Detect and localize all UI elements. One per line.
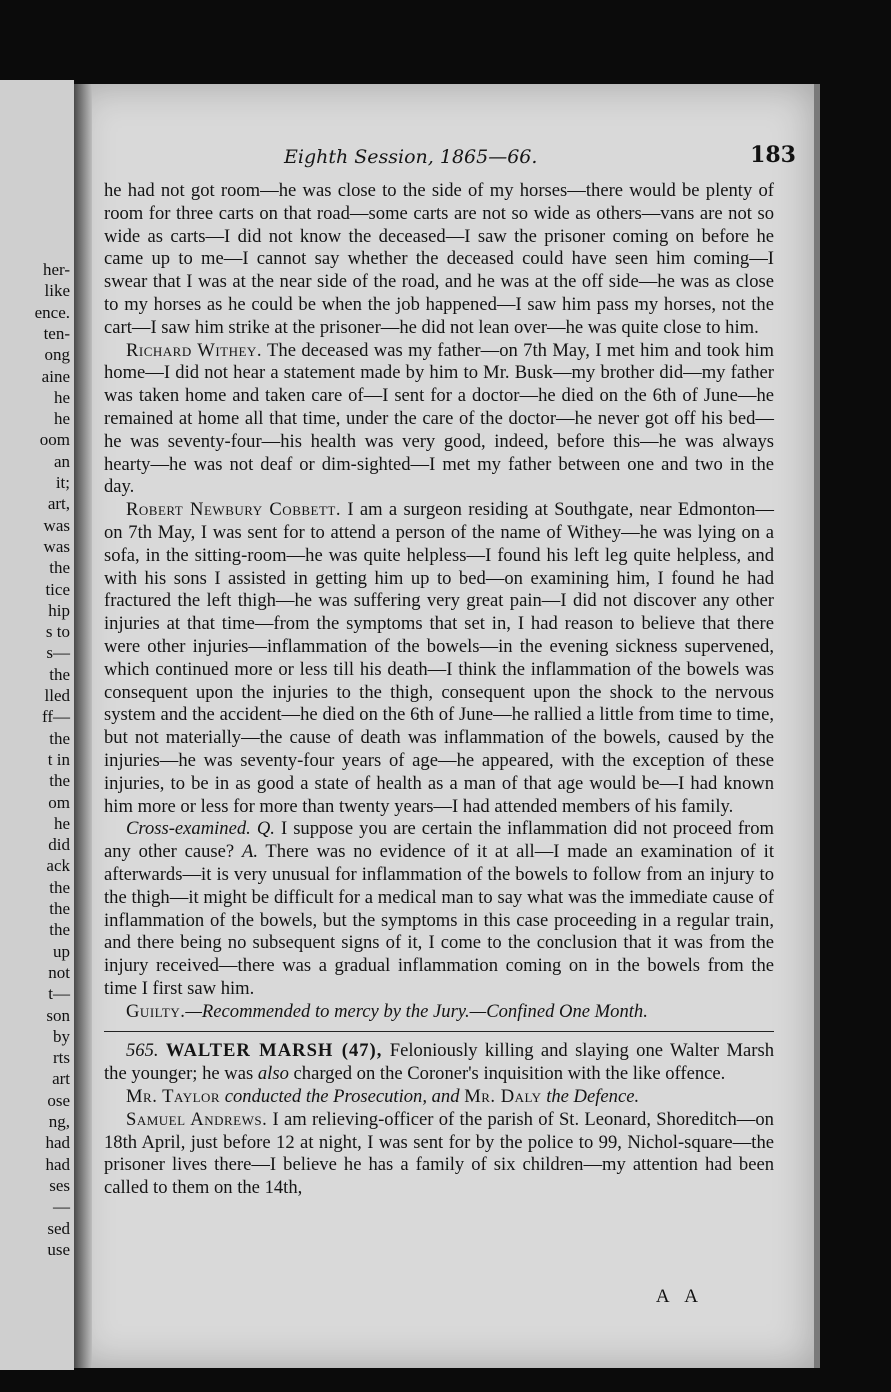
left-page-text-fragment: he bbox=[53, 409, 70, 429]
left-page-text-fragment: her- bbox=[42, 260, 70, 279]
left-page-text-fragment: the bbox=[49, 920, 70, 940]
page-gutter bbox=[74, 84, 92, 1368]
paragraph-richard-withey bbox=[104, 340, 774, 500]
verdict bbox=[104, 1001, 774, 1024]
left-page-text-fragment: art bbox=[52, 1069, 70, 1089]
case-heading bbox=[104, 1040, 774, 1086]
left-page-text-fragment: t in bbox=[47, 749, 70, 769]
left-page-text-fragment: t— bbox=[48, 984, 70, 1004]
left-page-text-fragment: use bbox=[47, 1239, 70, 1259]
left-page-text-fragment: rts bbox=[53, 1048, 70, 1068]
left-page-text-fragment: was bbox=[43, 536, 70, 556]
left-page-text-fragment: he bbox=[53, 387, 70, 407]
left-page-text-fragment: ack bbox=[46, 856, 70, 876]
testimony-text: I am relieving-officer of the parish of St. Leonard, Shoreditch—on 18th April, just before 12 at night, I was sent for by the police to 99, Nichol-square—the prisoner lives there—I believe he has a family of six children—my attention had been called to them on the 14th, bbox=[104, 1108, 774, 1199]
counsel-line bbox=[104, 1086, 774, 1109]
paragraph-testimony-1: he had not got room—he was close to the side of my horses—there would be plenty of room for three carts on that road—some carts are not so wide as others—vans are not so wide as carts—I did not know the deceased—I saw the prisoner coming on before he came up to me—I cannot say whether the deceased could have seen him coming—I swear that I was at the near side of the road, and he was at the off side—he was as close to my horses as he could be when the job happened—I saw him pass my horses, not the cart—I saw him strike at the prisoner—he did not lean over—he was quite close to him. bbox=[104, 180, 774, 338]
left-page-text-fragment: hip bbox=[48, 600, 70, 620]
answer-marker: A. bbox=[241, 841, 258, 863]
left-page-text-fragment: s— bbox=[46, 643, 70, 663]
running-header bbox=[74, 142, 814, 174]
left-page-text-fragment: did bbox=[48, 835, 70, 855]
paragraph-robert-cobbett bbox=[104, 499, 774, 818]
left-page-text-fragment: the bbox=[49, 558, 70, 578]
charge-text-2: charged on the Coroner's inquisition with the like offence. bbox=[288, 1063, 726, 1085]
left-page-text-fragment: up bbox=[53, 941, 70, 961]
session-title: Eighth Session, 1865—66. bbox=[284, 146, 538, 168]
testimony-text: The deceased was my father—on 7th May, I met him and took him home—I did not hear a statement made by him to Mr. Busk—my brother did—my father was taken home and taken care of—I sent for a doctor—he died on the 6th of June—he remained at home all that time, under the care of the doctor—he never got off his bed—he was seventy-four—his health was very good, indeed, before this—he was always hearty—he was not deaf or dim-sighted—I met my father between one and two in the day. bbox=[104, 339, 774, 498]
left-page-text-fragment: oom bbox=[39, 430, 70, 450]
counsel-text-2: the Defence. bbox=[541, 1086, 640, 1108]
left-page-text-fragment: — bbox=[53, 1197, 70, 1217]
left-page-text-fragment: had bbox=[45, 1154, 70, 1174]
left-page-text-fragment: was bbox=[43, 515, 70, 535]
left-page-text-fragment: the bbox=[49, 771, 70, 791]
left-page-text-fragment: ng, bbox=[48, 1112, 70, 1131]
left-page-fragment bbox=[0, 80, 74, 1370]
left-page-text-fragment: ses bbox=[49, 1175, 70, 1195]
left-page-text-fragment: he bbox=[53, 813, 70, 833]
left-page-text-fragment: ose bbox=[47, 1090, 70, 1110]
counsel-text-1: conducted the Prosecution, and bbox=[220, 1086, 465, 1108]
testimony-text: I am a surgeon residing at Southgate, near Edmonton—on 7th May, I was sent for to attend a person of the name of Withey—he was lying on a sofa, in the sitting-room—he was quite helpless—I found his left leg quite helpless, and with his sons I assisted in getting him up to bed—on examining him, I found he had fractured the left thigh—he was suffering very great pain—I did not discover any other injuries at that time—from the symptoms that set in, I had reason to believe that there were other injuries—inflammation of the bowels—in the evening sickness supervened, which continued more or less till his death—I think the inflammation of the bowels was consequent upon the injuries to the thigh, consequent upon the shock to the nervous system and the accident—he died on the 6th of June—he rallied a little from time to time, but not materially—the cause of death was inflammation of the bowels, caused by the injuries—he was seventy-four years of age—he appeared, with the exception of these injuries, to be in as good a state of health as a man of that age would be—I had known him more or less for more than twenty years—I had attended members of his family. bbox=[104, 499, 774, 817]
question-text: I suppose you are certain the inflammation did not proceed from any other cause? bbox=[104, 818, 774, 863]
left-page-text-fragment: tice bbox=[45, 579, 70, 599]
left-page-text-fragment: s to bbox=[45, 622, 70, 642]
left-page-text-fragment: like bbox=[44, 281, 70, 301]
verdict-label: Guilty. bbox=[126, 1000, 186, 1022]
witness-name: Samuel Andrews. bbox=[126, 1108, 268, 1130]
left-page-text-fragment: had bbox=[45, 1133, 70, 1153]
page-body bbox=[104, 180, 774, 1200]
left-page-text-fragment: om bbox=[48, 792, 70, 812]
section-divider bbox=[104, 1031, 774, 1032]
case-number: 565. bbox=[126, 1040, 159, 1062]
left-page-text-fragment: ence. bbox=[34, 302, 70, 322]
charge-also: also bbox=[257, 1063, 289, 1085]
left-page-text-fragment: art, bbox=[47, 494, 70, 514]
book-page bbox=[74, 84, 814, 1368]
left-page-text-fragment: it; bbox=[55, 473, 70, 492]
paragraph-cross-examination bbox=[104, 818, 774, 1000]
left-page-text-fragment: ff— bbox=[41, 707, 70, 727]
left-page-text-fragment: the bbox=[49, 728, 70, 748]
paragraph-samuel-andrews bbox=[104, 1109, 774, 1200]
left-page-text-fragment: the bbox=[49, 877, 70, 897]
left-page-text-fragment: the bbox=[49, 899, 70, 918]
question-marker: Q. bbox=[250, 818, 275, 840]
left-page-text-fragment: ten- bbox=[43, 323, 70, 343]
defendant-name: WALTER MARSH (47), bbox=[165, 1040, 383, 1062]
left-page-text-fragment: aine bbox=[41, 366, 70, 386]
witness-name: Robert Newbury Cobbett. bbox=[126, 499, 342, 521]
page-number: 183 bbox=[750, 142, 796, 168]
verdict-text: —Recommended to mercy by the Jury.—Confined One Month. bbox=[185, 1000, 648, 1022]
left-page-text-fragment: son bbox=[46, 1005, 70, 1025]
charge-text: Feloniously killing and slaying one Walter Marsh the younger; he was bbox=[104, 1040, 774, 1085]
cross-examined-label: Cross-examined. bbox=[126, 818, 251, 840]
left-page-text-fragment: not bbox=[48, 962, 70, 982]
left-page-text-fragment: sed bbox=[47, 1218, 70, 1238]
left-page-text-fragment: the bbox=[49, 664, 70, 684]
prosecution-counsel: Mr. Taylor bbox=[126, 1086, 221, 1108]
left-page-text-fragment: ong bbox=[44, 345, 70, 365]
defence-counsel: Mr. Daly bbox=[464, 1086, 542, 1108]
signature-mark: A A bbox=[655, 1286, 704, 1307]
witness-name: Richard Withey. bbox=[126, 339, 262, 361]
left-page-text-fragment: lled bbox=[44, 686, 70, 705]
left-page-text-fragment: an bbox=[53, 451, 70, 471]
answer-text: There was no evidence of it at all—I made an examination of it afterwards—it is very unusual for inflammation of the bowels to follow from an injury to the thigh—it might be difficult for a medical man to say what was the immediate cause of inflammation of the bowels, but the symptoms in this case proceeding in a regular train, and there being no subsequent signs of it, I come to the conclusion that it was from the injury received—there was a gradual inflammation coming on in the bowels from the time I first saw him. bbox=[104, 841, 774, 999]
left-page-text-fragment: by bbox=[53, 1026, 70, 1046]
page-edge bbox=[814, 84, 820, 1368]
